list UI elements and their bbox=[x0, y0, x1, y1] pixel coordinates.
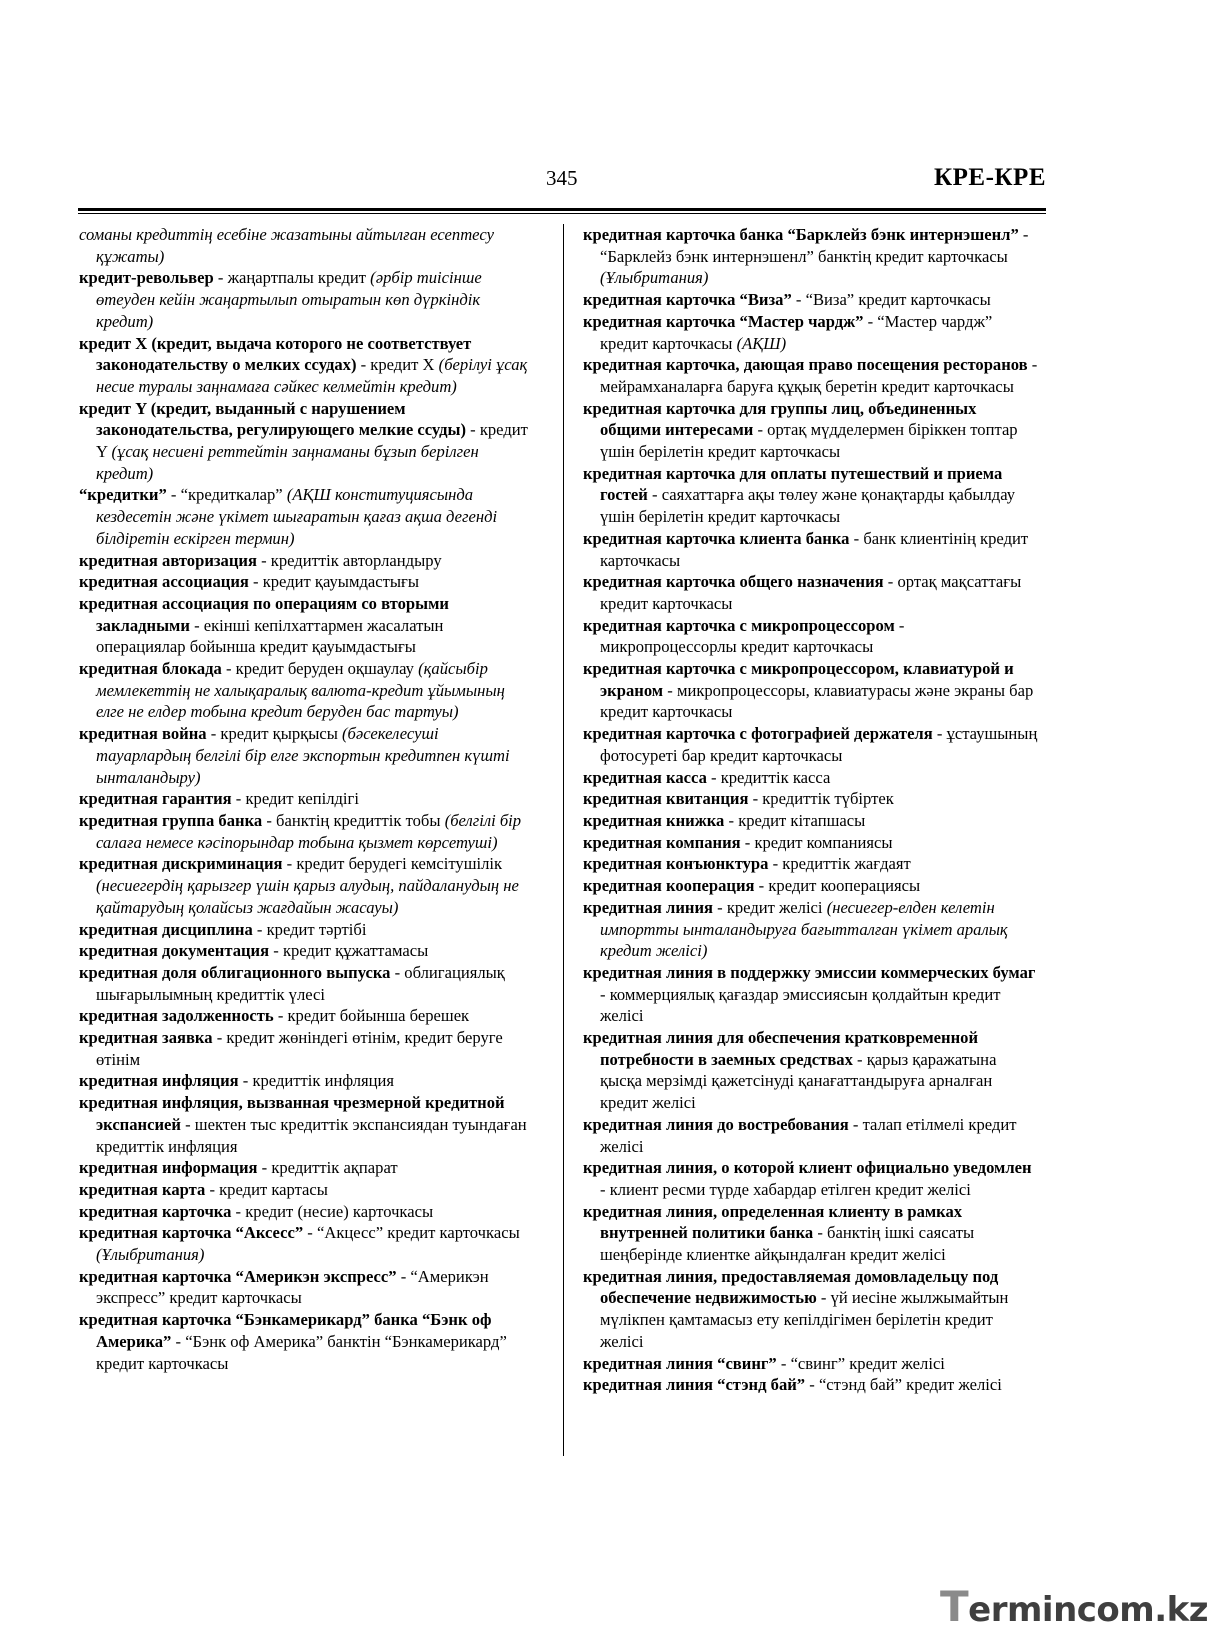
dictionary-entry bbox=[583, 788, 1038, 810]
dictionary-entry bbox=[79, 810, 534, 853]
entry-separator: - bbox=[166, 485, 181, 505]
entry-term: кредитная карточка банка “Барклейз бэнк интернэшенл” bbox=[583, 225, 1019, 244]
entry-definition: кредит желісі bbox=[726, 897, 827, 917]
entry-definition: “Мастер чардж” кредит карточкасы bbox=[600, 311, 993, 353]
entry-separator: - bbox=[205, 1179, 220, 1199]
dictionary-entry bbox=[583, 1374, 1038, 1396]
entry-separator: - bbox=[663, 680, 677, 700]
dictionary-entry bbox=[583, 853, 1038, 875]
entry-separator: - bbox=[740, 832, 755, 852]
entry-term: кредитная война bbox=[79, 724, 207, 744]
entry-definition: кредит (несие) карточкасы bbox=[245, 1201, 434, 1221]
entry-definition: кредит берудегі кемсітушілік bbox=[296, 854, 503, 874]
entry-definition: ортақ мақсаттағы кредит карточкасы bbox=[600, 572, 1022, 613]
entry-separator: - bbox=[748, 789, 763, 809]
dictionary-entry bbox=[583, 571, 1038, 614]
running-head: КРЕ-КРЕ bbox=[934, 164, 1046, 191]
entry-separator: - bbox=[248, 572, 263, 592]
entry-separator: - bbox=[303, 1223, 317, 1243]
entry-definition: кредиттік ақпарат bbox=[271, 1158, 398, 1178]
entry-definition: кредит беруден оқшаулау bbox=[235, 659, 419, 679]
entry-separator: - bbox=[396, 1266, 411, 1286]
entry-term: кредитная карточка “Виза” bbox=[583, 290, 792, 310]
dictionary-entry bbox=[583, 810, 1038, 832]
entry-definition: саяхаттарға ақы төлеу және қонақтарды қабылдау үшін берілетін кредит карточкасы bbox=[600, 485, 1016, 527]
entry-term: кредитная задолженность bbox=[79, 1006, 274, 1026]
entry-separator: - bbox=[647, 485, 662, 505]
entry-separator: - bbox=[212, 1028, 227, 1048]
dictionary-entry bbox=[79, 1070, 534, 1092]
entry-separator: - bbox=[849, 528, 864, 548]
entry-separator: - bbox=[465, 420, 480, 440]
dictionary-entry bbox=[583, 463, 1038, 528]
dictionary-entry bbox=[79, 723, 534, 788]
entry-term: кредитная линия “стэнд бай” bbox=[583, 1375, 806, 1395]
dictionary-entry bbox=[79, 333, 534, 398]
dictionary-entry bbox=[583, 615, 1038, 658]
dictionary-entry bbox=[79, 1027, 534, 1070]
dictionary-entry bbox=[583, 962, 1038, 1027]
entry-definition: банк клиентінің кредит карточкасы bbox=[600, 528, 1029, 570]
header-rule bbox=[78, 208, 1046, 214]
page-number: 345 bbox=[546, 166, 578, 190]
entry-definition: кредит компаниясы bbox=[754, 832, 893, 852]
entry-definition: “Барклейз бэнк интернэшенл” банктің кредит карточкасы bbox=[600, 246, 1008, 266]
entry-separator: - bbox=[768, 854, 783, 874]
dictionary-entry bbox=[79, 1201, 534, 1223]
dictionary-entry bbox=[79, 788, 534, 810]
entry-separator: - bbox=[213, 268, 228, 288]
entry-term: кредит Y (кредит, выданный с нарушением законодательства, регулирующего мелкие ссуды) bbox=[79, 398, 466, 440]
entry-definition: мейрамханаларға баруға құқық беретін кредит карточкасы bbox=[600, 376, 1014, 396]
entry-note: (АҚШ) bbox=[736, 333, 787, 353]
entry-separator: - bbox=[221, 659, 236, 679]
entry-term: кредитная карточка “Америкэн экспресс” bbox=[79, 1266, 397, 1286]
entry-definition: екінші кепілхаттармен жасалатын операциялар бойынша кредит қауымдастығы bbox=[96, 615, 444, 657]
entry-note: (Ұлыбритания) bbox=[96, 1245, 205, 1265]
entry-term: “кредитки” bbox=[79, 485, 167, 505]
entry-term: кредитная ассоциация по операциям со вторыми закладными bbox=[79, 593, 449, 635]
dictionary-entry bbox=[583, 311, 1038, 354]
dictionary-entry bbox=[583, 354, 1038, 397]
entry-term: кредитная гарантия bbox=[79, 789, 232, 809]
entry-separator: - bbox=[863, 311, 878, 331]
entry-definition: банктің кредиттік тобы bbox=[276, 810, 445, 830]
entry-separator: - bbox=[273, 1006, 288, 1026]
entry-definition: кредит тәртібі bbox=[266, 919, 367, 939]
entry-separator: - bbox=[171, 1331, 186, 1351]
entry-separator: - bbox=[600, 1179, 610, 1199]
dictionary-entry bbox=[79, 1309, 534, 1374]
entry-separator: - bbox=[257, 1158, 272, 1178]
dictionary-entry bbox=[79, 224, 534, 267]
entry-definition: кредит қауымдастығы bbox=[262, 572, 419, 592]
entry-term: кредитная карточка bbox=[79, 1201, 232, 1221]
entry-term: кредитная заявка bbox=[79, 1028, 213, 1048]
entry-note: (несиегердің қарызгер үшін қарыз алудың, пайдаланудың не қайтарудың қолайсыз жағдайын жасауы) bbox=[96, 876, 519, 917]
entry-term: кредитная карточка с микропроцессором, клавиатурой и экраном bbox=[583, 659, 1014, 700]
dictionary-entry bbox=[583, 398, 1038, 463]
entry-continuation: соманы кредиттің есебіне жазатыны айтылған есептесу құжаты) bbox=[79, 225, 494, 266]
entry-separator: - bbox=[282, 854, 297, 874]
entry-definition: кредит кооперациясы bbox=[768, 876, 921, 896]
dictionary-entry bbox=[583, 1157, 1038, 1200]
entry-term: кредитная карточка для группы лиц, объединенных общими интересами bbox=[583, 398, 977, 440]
entry-definition: ұстаушының фотосуреті бар кредит карточкасы bbox=[600, 724, 1038, 765]
entry-separator: - bbox=[932, 724, 947, 744]
dictionary-entry bbox=[79, 940, 534, 962]
entry-term: кредитная касса bbox=[583, 767, 707, 787]
entry-definition: “свинг” кредит желісі bbox=[790, 1353, 945, 1373]
entry-definition: “стэнд бай” кредит желісі bbox=[818, 1375, 1002, 1395]
entry-definition: “кредиткалар” bbox=[180, 485, 287, 505]
entry-definition: кредиттік жағдаят bbox=[782, 854, 911, 874]
dictionary-entry bbox=[79, 1157, 534, 1179]
entry-separator: - bbox=[206, 724, 221, 744]
entry-note: (Ұлыбритания) bbox=[600, 268, 709, 288]
entry-definition: кредит жөніндегі өтінім, кредит беруге өтінім bbox=[96, 1028, 503, 1069]
entry-separator: - bbox=[713, 897, 727, 917]
dictionary-entry bbox=[583, 832, 1038, 854]
dictionary-entry bbox=[583, 1027, 1038, 1114]
dictionary-entry bbox=[79, 398, 534, 485]
column-divider bbox=[563, 224, 564, 1456]
dictionary-entry bbox=[583, 528, 1038, 571]
entry-separator: - bbox=[813, 1223, 828, 1243]
logo-text: ermincom.kz bbox=[968, 1590, 1208, 1630]
entry-term: кредитная карточка “Мастер чардж” bbox=[583, 311, 864, 331]
entry-definition: кредиттік авторландыру bbox=[270, 550, 442, 570]
dictionary-entry bbox=[79, 1222, 534, 1265]
entry-note: (АҚШ конституциясында кездесетін және үкімет шығаратын қағаз ақша дегенді білдіретін ескірген термин) bbox=[96, 485, 498, 548]
dictionary-entry bbox=[79, 550, 534, 572]
entry-definition: кредит құжаттамасы bbox=[282, 941, 429, 961]
entry-definition: “Бэнк оф Америка” банктін “Бэнкамерикард” кредит карточкасы bbox=[96, 1331, 507, 1373]
entry-separator: - bbox=[256, 550, 271, 570]
entry-term: кредитная инфляция, вызванная чрезмерной кредитной экспансией bbox=[79, 1093, 505, 1134]
entry-separator: - bbox=[706, 767, 721, 787]
entry-note: (белгілі бір салаға немесе кәсіпорындар тобына қызмет көрсетуші) bbox=[96, 810, 522, 852]
dictionary-entry bbox=[79, 571, 534, 593]
entry-term: кредитная группа банка bbox=[79, 810, 263, 830]
dictionary-entry bbox=[583, 897, 1038, 962]
entry-definition: “Виза” кредит карточкасы bbox=[805, 290, 991, 310]
entry-term: кредитная авторизация bbox=[79, 550, 257, 570]
entry-term: кредитная линия “свинг” bbox=[583, 1353, 777, 1373]
entry-term: кредитная линия, о которой клиент официально уведомлен bbox=[583, 1158, 1032, 1178]
entry-definition: кредит X bbox=[370, 355, 439, 375]
entry-separator: - bbox=[805, 1375, 819, 1395]
dictionary-entry bbox=[79, 593, 534, 658]
dictionary-entry bbox=[79, 267, 534, 332]
entry-separator: - bbox=[754, 876, 769, 896]
entry-separator: - bbox=[180, 1114, 195, 1134]
entry-term: кредитная карточка общего назначения bbox=[583, 572, 884, 592]
dictionary-entry bbox=[79, 484, 534, 549]
entry-definition: “Акцесс” кредит карточкасы bbox=[316, 1223, 520, 1243]
dictionary-entry bbox=[583, 1353, 1038, 1375]
entry-definition: банктің ішкі саясаты шеңберінде клиентке айқындалған кредит желісі bbox=[600, 1223, 975, 1265]
dictionary-entry bbox=[79, 962, 534, 1005]
entry-definition: кредит кітапшасы bbox=[738, 810, 866, 830]
entry-definition: кредит бойынша берешек bbox=[287, 1006, 470, 1026]
entry-term: кредитная карточка для оплаты путешествий и приема гостей bbox=[583, 463, 1003, 505]
dictionary-entry bbox=[79, 658, 534, 723]
entry-term: кредитная кооперация bbox=[583, 876, 755, 896]
entry-separator: - bbox=[269, 941, 283, 961]
entry-definition: кредит картасы bbox=[219, 1179, 328, 1199]
entry-separator: - bbox=[753, 420, 768, 440]
dictionary-entry bbox=[79, 1005, 534, 1027]
entry-term: кредитная линия в поддержку эмиссии коммерческих бумаг bbox=[583, 962, 1036, 982]
entry-separator: - bbox=[883, 572, 898, 592]
entry-definition: кредиттік касса bbox=[720, 767, 831, 787]
entry-separator: - bbox=[390, 962, 405, 982]
entry-term: кредитная карточка “Аксесс” bbox=[79, 1223, 304, 1243]
entry-definition: микропроцессоры, клавиатурасы және экраны бар кредит карточкасы bbox=[600, 680, 1034, 722]
entry-definition: ортақ мүдделермен біріккен топтар үшін берілетін кредит карточкасы bbox=[600, 420, 1018, 462]
dictionary-entry bbox=[79, 919, 534, 941]
left-column bbox=[79, 224, 534, 1374]
entry-definition: талап етілмелі кредит желісі bbox=[600, 1114, 1017, 1156]
entry-note: (бәсекелесуші тауарлардың белгілі бір елге экспортын кредитпен күшті ынталандыру) bbox=[96, 724, 510, 787]
entry-definition: жаңартпалы кредит bbox=[227, 268, 371, 288]
entry-note: (несиегер-елден келетін импортты ынталандыруға бағытталған үкімет аралық кредит желісі) bbox=[600, 897, 1008, 961]
entry-definition: облигациялық шығарылымның кредиттік үлесі bbox=[96, 962, 505, 1004]
entry-separator: - bbox=[852, 1049, 867, 1069]
entry-term: кредитная линия до востребования bbox=[583, 1114, 849, 1134]
entry-definition: коммерциялық қағаздар эмиссиясын қолдайтын кредит желісі bbox=[600, 984, 1001, 1026]
entry-definition: кредиттік инфляция bbox=[252, 1071, 394, 1091]
termincom-logo bbox=[940, 1582, 1208, 1631]
entry-separator: - bbox=[238, 1071, 253, 1091]
entry-separator: - bbox=[1018, 225, 1029, 244]
entry-note: (берілуі ұсақ несие туралы заңнамаға сәйкес келмейтін кредит) bbox=[96, 355, 528, 396]
dictionary-entry bbox=[583, 767, 1038, 789]
entry-term: кредитная карта bbox=[79, 1179, 206, 1199]
dictionary-entry bbox=[79, 853, 534, 918]
entry-definition: шектен тыс кредиттік экспансиядан туындаған кредиттік инфляция bbox=[96, 1114, 527, 1156]
entry-term: кредитная квитанция bbox=[583, 789, 749, 809]
logo-letter: T bbox=[940, 1582, 969, 1631]
entry-term: кредитная карточка “Бэнкамерикард” банка “Бэнк оф Америка” bbox=[79, 1310, 492, 1351]
entry-separator: - bbox=[848, 1114, 863, 1134]
entry-note: (ұсақ несиені реттейтін заңнаманы бұзып берілген кредит) bbox=[96, 442, 479, 483]
entry-separator: - bbox=[724, 810, 739, 830]
entry-term: кредитная дискриминация bbox=[79, 854, 283, 874]
entry-separator: - bbox=[894, 615, 905, 635]
entry-term: кредитная информация bbox=[79, 1158, 258, 1178]
entry-term: кредит X (кредит, выдача которого не соответствует законодательству о мелких ссудах) bbox=[79, 333, 472, 375]
entry-definition: қарыз қаражатына қысқа мерзімді қажетсінуді қанағаттандыруға арналған кредит желісі bbox=[600, 1049, 997, 1113]
entry-term: кредитная блокада bbox=[79, 659, 222, 679]
entry-term: кредитная линия bbox=[583, 897, 713, 917]
entry-separator: - bbox=[816, 1288, 831, 1308]
entry-separator: - bbox=[600, 984, 610, 1004]
entry-term: кредитная инфляция bbox=[79, 1071, 239, 1091]
entry-term: кредитная книжка bbox=[583, 810, 725, 830]
dictionary-entry bbox=[79, 1179, 534, 1201]
entry-note: (әрбір тиісінше өтеуден кейін жаңартылып отыратын көп дүркіндік кредит) bbox=[96, 268, 482, 331]
entry-term: кредитная ассоциация bbox=[79, 572, 249, 592]
dictionary-entry bbox=[583, 289, 1038, 311]
entry-definition: микропроцессорлы кредит карточкасы bbox=[600, 637, 874, 657]
entry-term: кредитная документация bbox=[79, 941, 270, 961]
entry-definition: кредит Y bbox=[96, 420, 528, 462]
entry-term: кредитная компания bbox=[583, 832, 741, 852]
entry-term: кредитная линия, определенная клиенту в рамках внутренней политики банка bbox=[583, 1201, 963, 1243]
entry-term: кредитная дисциплина bbox=[79, 919, 253, 939]
entry-term: кредитная доля облигационного выпуска bbox=[79, 962, 391, 982]
entry-separator: - bbox=[776, 1353, 791, 1373]
entry-separator: - bbox=[791, 290, 806, 310]
entry-definition: үй иесіне жылжымайтын мүлікпен қамтамасыз ету кепілдігімен берілетін кредит желісі bbox=[600, 1288, 1009, 1351]
dictionary-entry bbox=[583, 1114, 1038, 1157]
right-column bbox=[583, 224, 1038, 1396]
entry-note: (қайсыбір мемлекеттің не халықаралық валюта-кредит ұйымының елге не елдер тобына кредит беруден бас тартуы) bbox=[96, 659, 505, 722]
entry-definition: кредиттік түбіртек bbox=[762, 789, 894, 809]
entry-separator: - bbox=[262, 810, 277, 830]
entry-term: кредитная карточка клиента банка bbox=[583, 528, 850, 548]
entry-separator: - bbox=[231, 1201, 246, 1221]
dictionary-entry bbox=[583, 1266, 1038, 1353]
entry-definition: кредит кепілдігі bbox=[245, 789, 359, 809]
entry-separator: - bbox=[252, 919, 267, 939]
entry-separator: - bbox=[231, 789, 246, 809]
entry-term: кредит-револьвер bbox=[79, 268, 214, 288]
dictionary-entry bbox=[79, 1092, 534, 1157]
dictionary-entry bbox=[79, 1266, 534, 1309]
entry-separator: - bbox=[189, 615, 204, 635]
dictionary-entry bbox=[583, 1201, 1038, 1266]
entry-separator: - bbox=[356, 355, 371, 375]
dictionary-entry bbox=[583, 875, 1038, 897]
dictionary-entry bbox=[583, 658, 1038, 723]
entry-definition: “Америкэн экспресс” кредит карточкасы bbox=[96, 1266, 489, 1308]
entry-definition: кредит қырқысы bbox=[220, 724, 343, 744]
dictionary-entry bbox=[583, 224, 1038, 289]
entry-separator: - bbox=[1027, 355, 1038, 375]
entry-term: кредитная линия для обеспечения кратковременной потребности в заемных средствах bbox=[583, 1028, 979, 1069]
entry-term: кредитная карточка с фотографией держателя bbox=[583, 724, 933, 744]
entry-term: кредитная линия, предоставляемая домовладельцу под обеспечение недвижимостью bbox=[583, 1266, 999, 1308]
entry-term: кредитная карточка с микропроцессором bbox=[583, 615, 895, 635]
dictionary-entry bbox=[583, 723, 1038, 766]
entry-term: кредитная карточка, дающая право посещения ресторанов bbox=[583, 355, 1028, 375]
entry-definition: клиент ресми түрде хабардар етілген кредит желісі bbox=[609, 1179, 971, 1199]
entry-term: кредитная конъюнктура bbox=[583, 854, 769, 874]
